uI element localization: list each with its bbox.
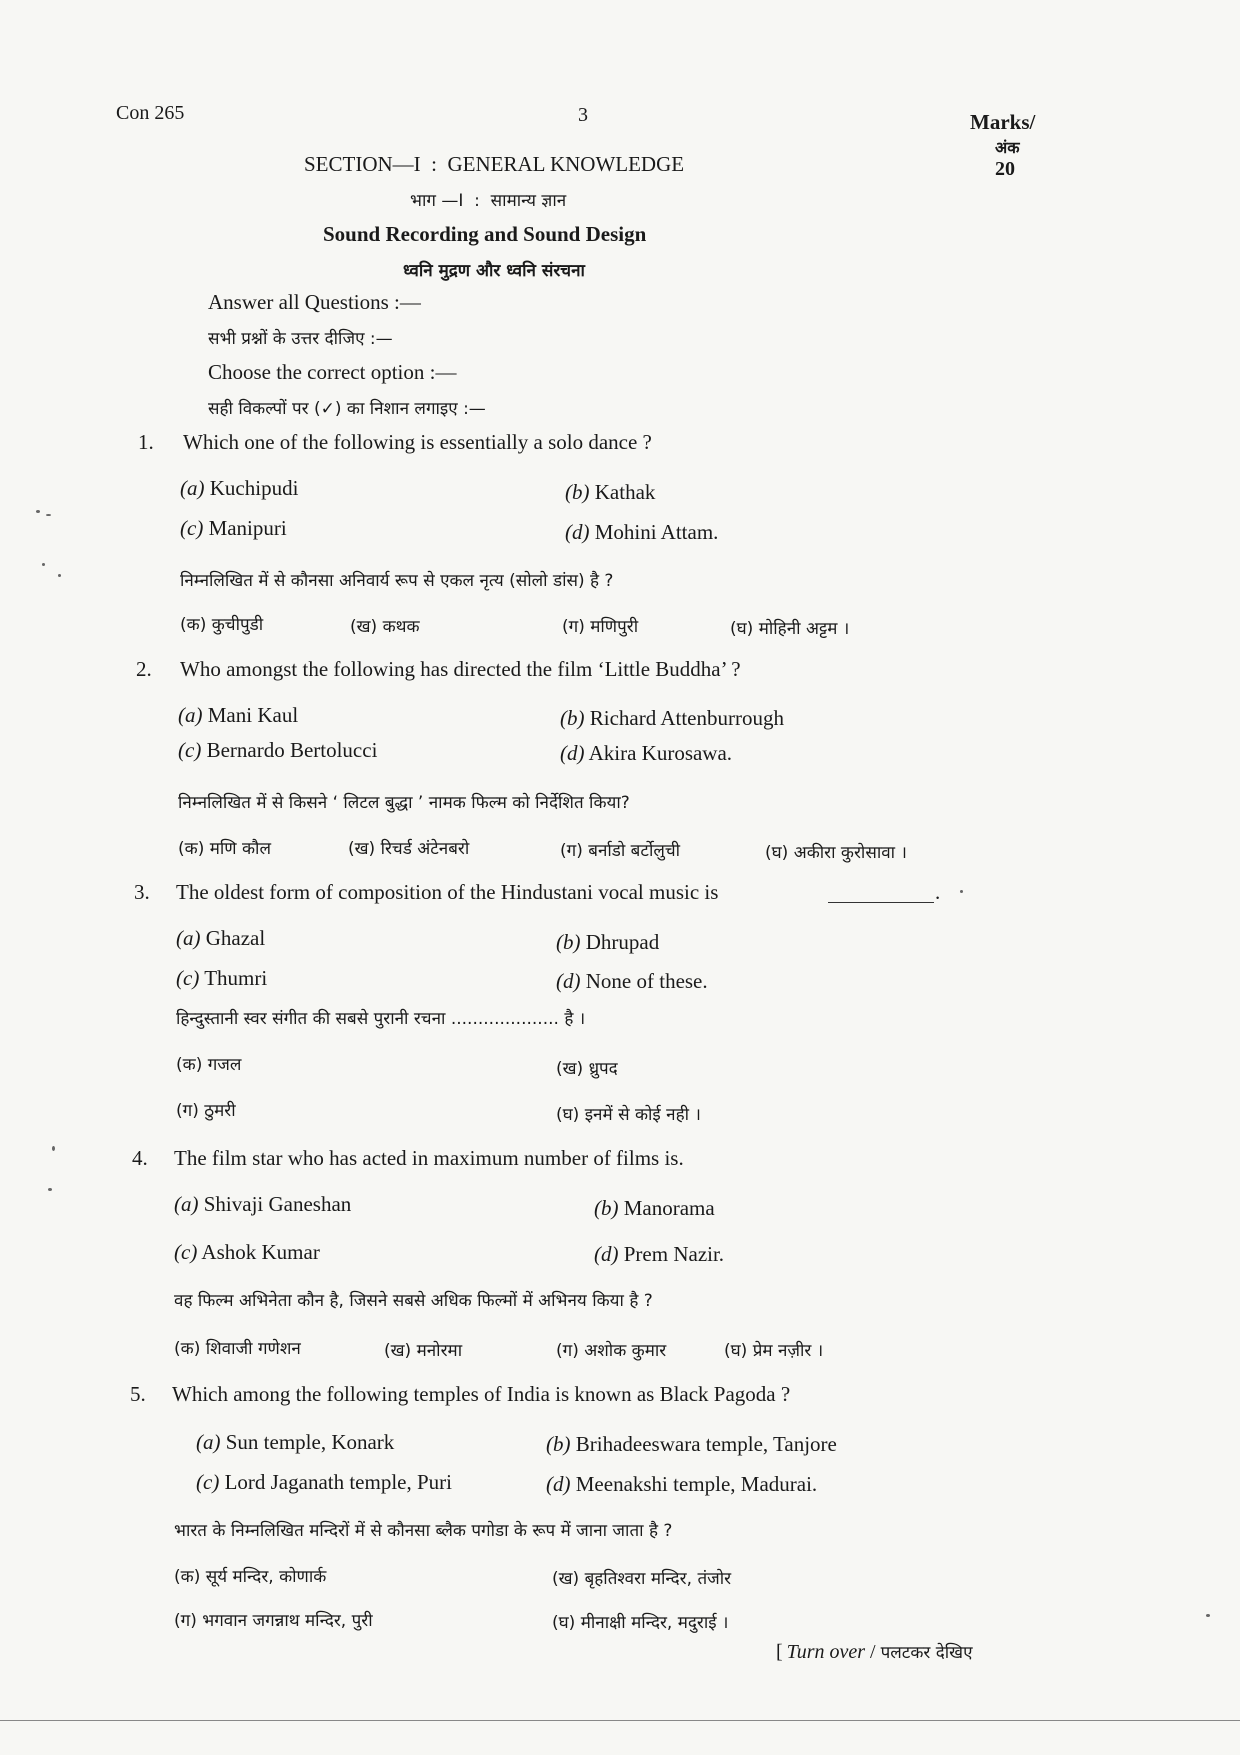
question-text-en: The film star who has acted in maximum number of films is. bbox=[174, 1146, 684, 1170]
option-hi-gha: (घ) मोहिनी अट्टम । bbox=[730, 619, 850, 639]
option-hi-kha: (ख) रिचर्ड अंटेनबरो bbox=[348, 839, 470, 859]
instruction-answer-all-hi: सभी प्रश्नों के उत्तर दीजिए :— bbox=[208, 329, 393, 349]
section-title-en: SECTION—I : GENERAL KNOWLEDGE bbox=[304, 152, 685, 176]
question-end-mark: . bbox=[935, 880, 941, 904]
instruction-answer-all-en: Answer all Questions :— bbox=[208, 290, 421, 314]
option-hi-ga: (ग) बर्नाडो बर्टोलुची bbox=[560, 841, 681, 861]
turn-over-hi: पलटकर देखिए bbox=[880, 1643, 973, 1663]
scan-speck bbox=[48, 1188, 52, 1191]
option-a: (a) Sun temple, Konark bbox=[196, 1430, 395, 1454]
question-text-en: Which one of the following is essentially a solo dance ? bbox=[183, 430, 652, 454]
question-number: 3. bbox=[134, 880, 150, 904]
marks-label-en: Marks/ bbox=[970, 110, 1036, 134]
marks-value: 20 bbox=[995, 158, 1015, 180]
option-hi-gha: (घ) मीनाक्षी मन्दिर, मदुराई । bbox=[552, 1613, 729, 1633]
option-c: (c) Manipuri bbox=[180, 516, 287, 540]
option-hi-kha: (ख) मनोरमा bbox=[384, 1341, 463, 1361]
scan-speck bbox=[52, 1146, 55, 1151]
option-b: (b) Manorama bbox=[594, 1196, 715, 1220]
question-text-hi: भारत के निम्नलिखित मन्दिरों में से कौनसा ब्लैक पगोडा के रूप में जाना जाता है ? bbox=[174, 1521, 673, 1541]
option-c: (c) Lord Jaganath temple, Puri bbox=[196, 1470, 453, 1494]
option-hi-ka: (क) कुचीपुडी bbox=[180, 615, 264, 635]
option-hi-kha: (ख) ध्रुपद bbox=[556, 1059, 618, 1079]
option-c: (c) Thumri bbox=[176, 966, 268, 990]
option-b: (b) Richard Attenburrough bbox=[560, 706, 784, 730]
option-d: (d) Prem Nazir. bbox=[594, 1242, 725, 1266]
instruction-choose-en: Choose the correct option :— bbox=[208, 360, 457, 384]
option-hi-kha: (ख) कथक bbox=[350, 617, 420, 637]
question-text-hi: हिन्दुस्तानी स्वर संगीत की सबसे पुरानी रचना .................... है । bbox=[176, 1009, 586, 1029]
option-hi-ka: (क) मणि कौल bbox=[178, 839, 271, 859]
scan-speck bbox=[42, 563, 45, 566]
option-d: (d) Mohini Attam. bbox=[565, 520, 719, 544]
option-b: (b) Brihadeeswara temple, Tanjore bbox=[546, 1432, 837, 1456]
question-number: 1. bbox=[138, 430, 154, 454]
question-text-en: The oldest form of composition of the Hindustani vocal music is bbox=[176, 880, 719, 904]
question-text-hi: निम्नलिखित में से किसने ‘ लिटल बुद्धा ’ नामक फिल्म को निर्देशित किया? bbox=[178, 793, 630, 813]
option-a: (a) Shivaji Ganeshan bbox=[174, 1192, 352, 1216]
option-hi-gha: (घ) इनमें से कोई नही । bbox=[556, 1105, 701, 1125]
page-number: 3 bbox=[578, 104, 588, 126]
turn-over-note bbox=[776, 1640, 972, 1664]
question-text-en: Which among the following temples of India is known as Black Pagoda ? bbox=[172, 1382, 791, 1406]
option-c: (c) Ashok Kumar bbox=[174, 1240, 320, 1264]
option-d: (d) Akira Kurosawa. bbox=[560, 741, 733, 765]
question-number: 2. bbox=[136, 657, 152, 681]
option-hi-ka: (क) शिवाजी गणेशन bbox=[174, 1339, 301, 1359]
option-hi-gha: (घ) प्रेम नज़ीर । bbox=[724, 1341, 824, 1361]
scan-speck bbox=[46, 514, 51, 516]
option-hi-gha: (घ) अकीरा कुरोसावा । bbox=[765, 843, 907, 863]
option-hi-ka: (क) सूर्य मन्दिर, कोणार्क bbox=[174, 1567, 327, 1587]
option-hi-ga: (ग) भगवान जगन्नाथ मन्दिर, पुरी bbox=[174, 1611, 373, 1631]
question-number: 4. bbox=[132, 1146, 148, 1170]
instruction-choose-hi: सही विकल्पों पर (✓) का निशान लगाइए :— bbox=[208, 399, 486, 419]
scan-speck bbox=[58, 574, 61, 577]
subject-title-hi: ध्वनि मुद्रण और ध्वनि संरचना bbox=[403, 261, 585, 281]
option-a: (a) Ghazal bbox=[176, 926, 266, 950]
option-a: (a) Mani Kaul bbox=[178, 703, 299, 727]
turn-over-en: Turn over bbox=[786, 1641, 866, 1663]
option-hi-ga: (ग) अशोक कुमार bbox=[556, 1341, 667, 1361]
marks-label-hi: अंक bbox=[995, 138, 1020, 157]
question-text-hi: निम्नलिखित में से कौनसा अनिवार्य रूप से एकल नृत्य (सोलो डांस) है ? bbox=[180, 571, 614, 591]
option-c: (c) Bernardo Bertolucci bbox=[178, 738, 378, 762]
option-a: (a) Kuchipudi bbox=[180, 476, 299, 500]
subject-title-en: Sound Recording and Sound Design bbox=[323, 222, 647, 246]
option-hi-ga: (ग) ठुमरी bbox=[176, 1101, 236, 1121]
turn-over-separator: / bbox=[865, 1641, 881, 1663]
option-d: (d) Meenakshi temple, Madurai. bbox=[546, 1472, 818, 1496]
answer-blank-line bbox=[828, 902, 934, 903]
option-hi-ka: (क) गजल bbox=[176, 1055, 242, 1075]
paper-code: Con 265 bbox=[116, 102, 185, 124]
section-title-hi: भाग —I : सामान्य ज्ञान bbox=[410, 191, 567, 211]
scan-speck bbox=[1206, 1614, 1210, 1617]
turn-over-bracket: [ bbox=[776, 1641, 783, 1663]
question-text-hi: वह फिल्म अभिनेता कौन है, जिसने सबसे अधिक फिल्मों में अभिनय किया है ? bbox=[174, 1291, 653, 1311]
scan-speck bbox=[960, 890, 963, 893]
option-hi-kha: (ख) बृहतिश्वरा मन्दिर, तंजोर bbox=[552, 1569, 732, 1589]
option-d: (d) None of these. bbox=[556, 969, 708, 993]
option-b: (b) Kathak bbox=[565, 480, 656, 504]
question-number: 5. bbox=[130, 1382, 146, 1406]
scan-speck bbox=[36, 510, 40, 513]
page-bottom-rule bbox=[0, 1720, 1240, 1721]
option-b: (b) Dhrupad bbox=[556, 930, 660, 954]
question-text-en: Who amongst the following has directed the film ‘Little Buddha’ ? bbox=[180, 657, 741, 681]
option-hi-ga: (ग) मणिपुरी bbox=[562, 617, 639, 637]
